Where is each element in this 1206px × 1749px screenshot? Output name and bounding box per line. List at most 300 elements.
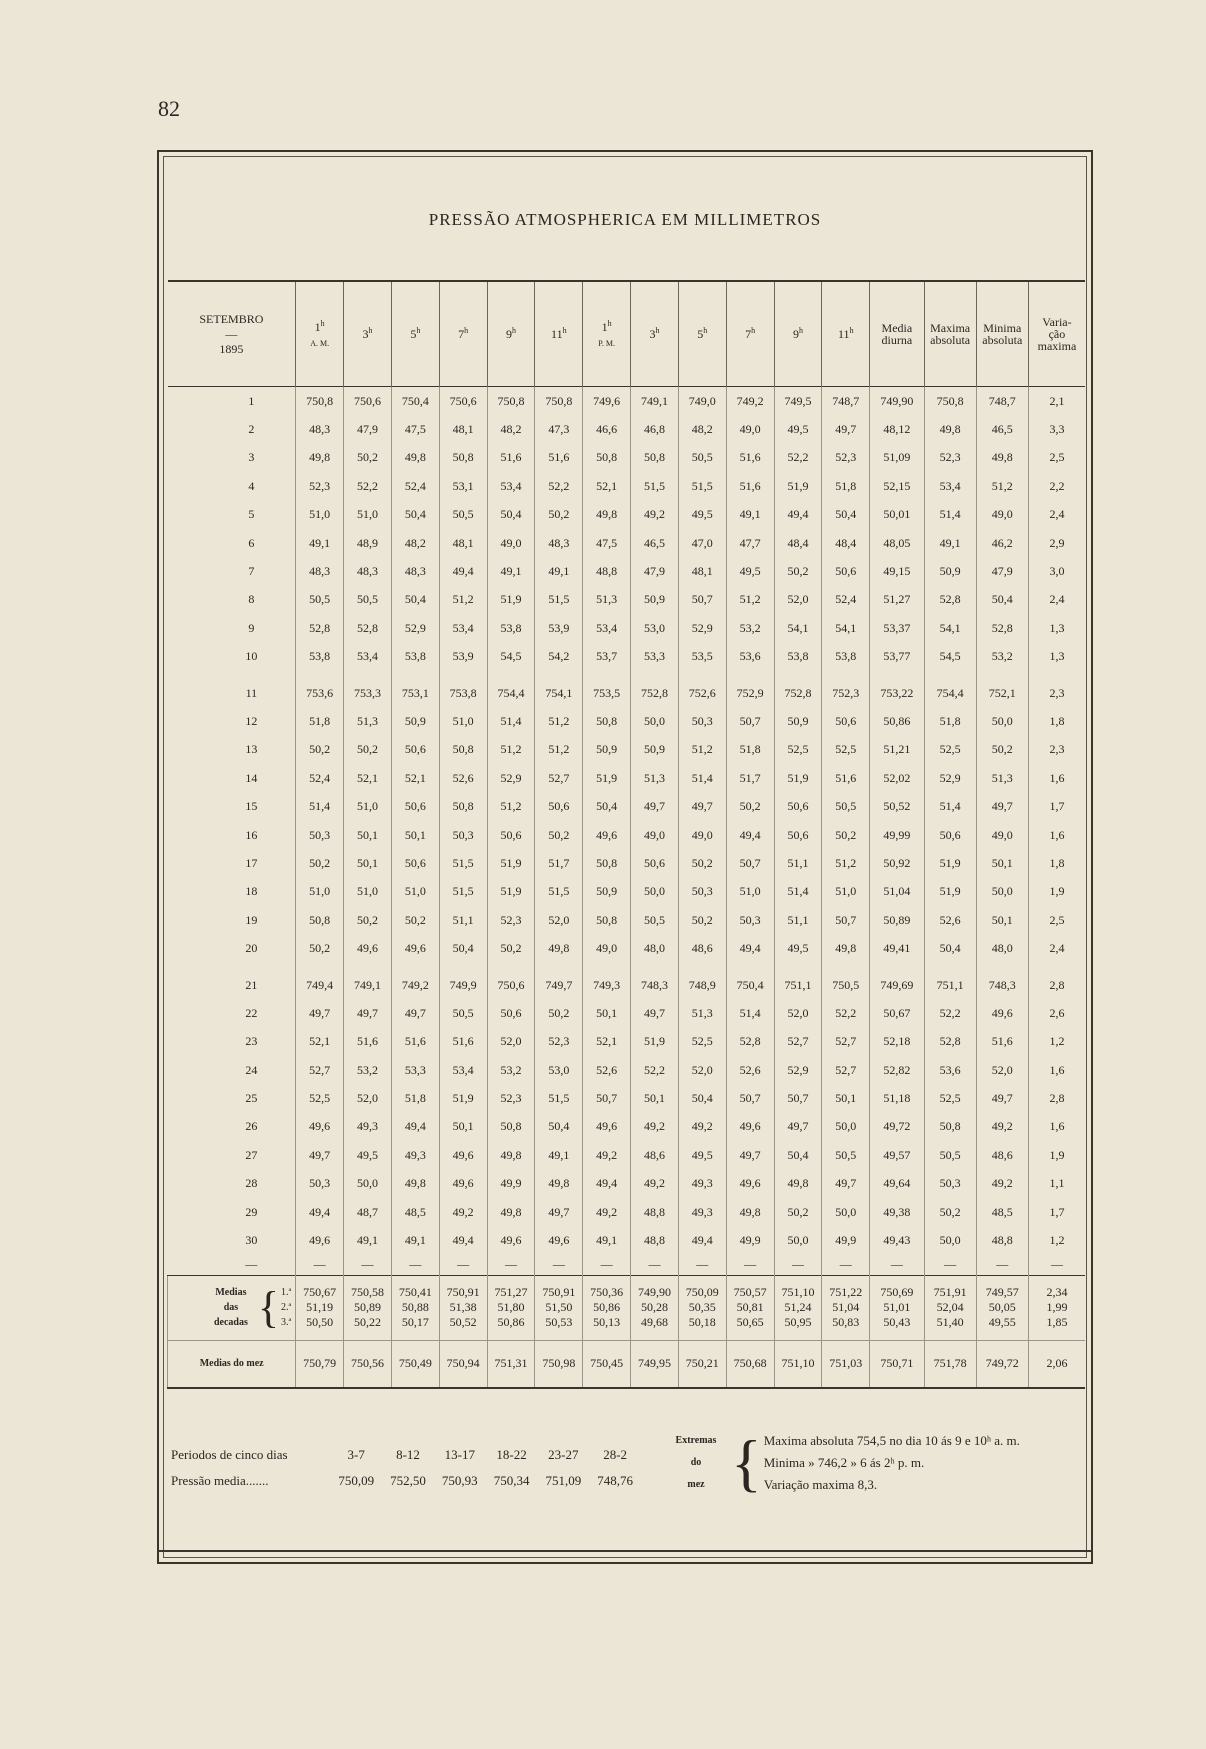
table-cell: — xyxy=(870,1255,924,1276)
table-cell: 50,9 xyxy=(391,707,439,735)
table-cell: 49,57 xyxy=(870,1141,924,1169)
row-label: — xyxy=(245,1257,258,1272)
table-cell: 50,92 xyxy=(870,849,924,877)
table-cell: 750,58 50,89 50,22 xyxy=(344,1275,392,1340)
table-cell: 50,0 xyxy=(822,1113,870,1141)
table-row xyxy=(168,821,1086,849)
table-cell: 52,7 xyxy=(296,1056,344,1084)
table-cell: 51,9 xyxy=(487,878,535,906)
table-cell: 52,2 xyxy=(822,999,870,1027)
table-cell: 52,3 xyxy=(924,444,976,472)
table-cell: 52,3 xyxy=(535,1028,583,1056)
table-cell: 50,3 xyxy=(296,821,344,849)
table-cell: 52,5 xyxy=(296,1084,344,1112)
table-cell xyxy=(822,671,870,679)
table-cell: 50,1 xyxy=(631,1084,679,1112)
table-cell: 52,1 xyxy=(583,472,631,500)
table-cell: 53,4 xyxy=(344,643,392,671)
table-cell xyxy=(976,671,1028,679)
table-cell xyxy=(344,671,392,679)
table-cell: 749,95 xyxy=(631,1340,679,1388)
table-cell: 1,6 xyxy=(1028,821,1085,849)
row-label: 11 xyxy=(245,685,258,700)
table-cell xyxy=(535,963,583,971)
table-cell: 51,27 xyxy=(870,586,924,614)
table-cell: 46,5 xyxy=(976,415,1028,443)
table-cell: 49,1 xyxy=(583,1226,631,1254)
table-cell: 749,7 xyxy=(535,971,583,999)
table-cell: 46,8 xyxy=(631,415,679,443)
table-cell: 1,6 xyxy=(1028,764,1085,792)
table-cell: 49,8 xyxy=(296,444,344,472)
table-cell: 50,1 xyxy=(344,821,392,849)
table-cell: 49,7 xyxy=(296,1141,344,1169)
table-cell: 50,0 xyxy=(822,1198,870,1226)
table-cell: 53,2 xyxy=(976,643,1028,671)
pressure-value: 750,09 xyxy=(338,1473,375,1488)
table-cell: 1,3 xyxy=(1028,614,1085,642)
table-cell: 49,7 xyxy=(678,792,726,820)
table-cell: 50,8 xyxy=(583,906,631,934)
table-cell: 51,2 xyxy=(535,707,583,735)
table-cell: 48,05 xyxy=(870,529,924,557)
table-cell: 52,4 xyxy=(391,472,439,500)
table-cell: 48,2 xyxy=(487,415,535,443)
table-cell: 750,4 xyxy=(726,971,774,999)
table-cell: — xyxy=(924,1255,976,1276)
table-cell: 750,45 xyxy=(583,1340,631,1388)
table-cell: 51,3 xyxy=(678,999,726,1027)
table-cell: 49,7 xyxy=(976,1084,1028,1112)
table-cell: 53,4 xyxy=(439,614,487,642)
table-cell: 53,3 xyxy=(631,643,679,671)
table-cell: 49,8 xyxy=(391,1170,439,1198)
table-cell: 49,15 xyxy=(870,557,924,585)
table-cell: 753,8 xyxy=(439,679,487,707)
table-cell: 49,6 xyxy=(976,999,1028,1027)
table-cell: 49,7 xyxy=(391,999,439,1027)
table-cell: 749,3 xyxy=(583,971,631,999)
table-cell: 50,5 xyxy=(822,792,870,820)
period-value: 18-22 xyxy=(496,1447,527,1462)
table-cell: 51,0 xyxy=(296,501,344,529)
table-cell: 754,4 xyxy=(487,679,535,707)
table-cell: 52,1 xyxy=(391,764,439,792)
table-cell: 50,9 xyxy=(774,707,822,735)
table-cell: 1,2 xyxy=(1028,1028,1085,1056)
table-cell xyxy=(296,671,344,679)
table-cell: 53,4 xyxy=(487,472,535,500)
table-cell: 52,1 xyxy=(344,764,392,792)
table-cell: 50,6 xyxy=(822,707,870,735)
table-cell: 49,2 xyxy=(631,1113,679,1141)
table-cell: 52,5 xyxy=(924,1084,976,1112)
table-cell: 748,7 xyxy=(822,387,870,416)
table-cell: 750,36 50,86 50,13 xyxy=(583,1275,631,1340)
table-row xyxy=(168,736,1086,764)
table-cell: 50,2 xyxy=(344,736,392,764)
table-cell: 750,5 xyxy=(822,971,870,999)
table-cell: 49,9 xyxy=(822,1226,870,1254)
table-row xyxy=(168,1198,1086,1226)
table-cell: 3,0 xyxy=(1028,557,1085,585)
table-cell: 51,0 xyxy=(439,707,487,735)
pressure-table xyxy=(167,280,1085,1389)
table-cell: 50,9 xyxy=(924,557,976,585)
table-cell: 1,9 xyxy=(1028,1141,1085,1169)
table-cell: 2,9 xyxy=(1028,529,1085,557)
table-cell: 52,7 xyxy=(535,764,583,792)
table-cell xyxy=(439,671,487,679)
table-cell: 51,0 xyxy=(822,878,870,906)
table-cell: 752,8 xyxy=(631,679,679,707)
table-cell: 749,6 xyxy=(583,387,631,416)
table-cell: 54,1 xyxy=(822,614,870,642)
table-cell: 49,2 xyxy=(976,1113,1028,1141)
table-cell: 750,8 xyxy=(487,387,535,416)
table-cell: 749,4 xyxy=(296,971,344,999)
table-cell: 48,8 xyxy=(631,1198,679,1226)
row-label: 21 xyxy=(245,977,258,992)
row-label: 7 xyxy=(248,564,255,579)
table-cell: 51,5 xyxy=(678,472,726,500)
table-cell: 49,7 xyxy=(296,999,344,1027)
table-cell: 53,2 xyxy=(344,1056,392,1084)
table-cell: 48,5 xyxy=(976,1198,1028,1226)
table-cell: 750,57 50,81 50,65 xyxy=(726,1275,774,1340)
table-cell: 749,5 xyxy=(774,387,822,416)
table-row xyxy=(168,643,1086,671)
table-cell: 49,7 xyxy=(822,415,870,443)
table-cell: 50,8 xyxy=(487,1113,535,1141)
table-cell: 51,1 xyxy=(439,906,487,934)
table-cell: 2,8 xyxy=(1028,1084,1085,1112)
table-cell: 1,7 xyxy=(1028,792,1085,820)
row-label: 30 xyxy=(245,1233,258,1248)
table-cell: 51,4 xyxy=(678,764,726,792)
table-cell: 50,1 xyxy=(976,906,1028,934)
table-cell xyxy=(296,963,344,971)
table-cell: 53,9 xyxy=(535,614,583,642)
pressure-label: Pressão media....... xyxy=(171,1473,269,1488)
table-cell: 51,1 xyxy=(774,849,822,877)
table-cell: 750,21 xyxy=(678,1340,726,1388)
table-cell: 53,6 xyxy=(726,643,774,671)
table-cell: 52,0 xyxy=(344,1084,392,1112)
table-cell: 48,0 xyxy=(976,934,1028,962)
table-cell: 50,5 xyxy=(822,1141,870,1169)
table-cell xyxy=(774,671,822,679)
table-cell: 52,1 xyxy=(296,1028,344,1056)
row-label: 28 xyxy=(245,1176,258,1191)
extremas-label: Extremas do mez xyxy=(675,1435,717,1490)
row-label: 23 xyxy=(245,1034,258,1049)
table-cell: 50,7 xyxy=(678,586,726,614)
table-cell: 1,9 xyxy=(1028,878,1085,906)
table-cell: 751,78 xyxy=(924,1340,976,1388)
table-cell: 1,6 xyxy=(1028,1113,1085,1141)
brace-glyph: { xyxy=(731,1427,762,1498)
table-cell: 750,69 51,01 50,43 xyxy=(870,1275,924,1340)
row-label: 26 xyxy=(245,1119,258,1134)
table-row xyxy=(168,1084,1086,1112)
table-cell: 49,1 xyxy=(535,557,583,585)
pressure-value: 752,50 xyxy=(390,1473,426,1488)
table-cell: 49,7 xyxy=(774,1113,822,1141)
table-cell: 47,9 xyxy=(631,557,679,585)
table-cell: 50,4 xyxy=(774,1141,822,1169)
table-cell: 50,6 xyxy=(774,821,822,849)
table-cell: 48,3 xyxy=(344,557,392,585)
table-cell: 50,4 xyxy=(439,934,487,962)
table-cell: 50,8 xyxy=(631,444,679,472)
table-cell: 2,8 xyxy=(1028,971,1085,999)
table-cell: 751,1 xyxy=(924,971,976,999)
pressure-value: 750,93 xyxy=(441,1473,478,1488)
table-cell: 50,5 xyxy=(631,906,679,934)
medias-decadas-row xyxy=(168,1275,1086,1340)
table-cell: 51,1 xyxy=(774,906,822,934)
table-cell: 50,6 xyxy=(391,849,439,877)
table-cell: 51,3 xyxy=(583,586,631,614)
table-cell: 48,2 xyxy=(391,529,439,557)
table-cell xyxy=(726,963,774,971)
row-label: 20 xyxy=(245,941,258,956)
table-cell xyxy=(726,671,774,679)
table-cell: 52,7 xyxy=(822,1028,870,1056)
table-cell: 53,7 xyxy=(583,643,631,671)
table-cell: 53,4 xyxy=(439,1056,487,1084)
table-cell: 49,8 xyxy=(726,1198,774,1226)
table-cell: 51,9 xyxy=(774,764,822,792)
table-cell: 750,8 xyxy=(924,387,976,416)
table-cell: 51,4 xyxy=(924,501,976,529)
table-cell: 51,5 xyxy=(535,586,583,614)
table-row xyxy=(168,792,1086,820)
pressure-value: 751,09 xyxy=(545,1473,582,1488)
extrema-line: Minima » 746,2 » 6 ás 2ʰ p. m. xyxy=(763,1455,925,1470)
table-cell: 52,5 xyxy=(822,736,870,764)
table-cell: 2,2 xyxy=(1028,472,1085,500)
table-cell: 752,1 xyxy=(976,679,1028,707)
table-cell: 50,2 xyxy=(296,934,344,962)
table-cell: — xyxy=(631,1255,679,1276)
table-cell: 52,5 xyxy=(924,736,976,764)
table-cell: 750,8 xyxy=(535,387,583,416)
periods-label: Periodos de cinco dias xyxy=(171,1447,288,1462)
table-cell: 51,8 xyxy=(296,707,344,735)
table-cell: 750,41 50,88 50,17 xyxy=(391,1275,439,1340)
table-cell: 51,2 xyxy=(487,792,535,820)
hour-header: 1$^h$ P. M. xyxy=(583,281,631,387)
table-cell: 1,3 xyxy=(1028,643,1085,671)
table-cell: 751,27 51,80 50,86 xyxy=(487,1275,535,1340)
table-cell: 49,3 xyxy=(678,1198,726,1226)
table-cell: 52,9 xyxy=(487,764,535,792)
table-cell: 53,8 xyxy=(296,643,344,671)
table-cell: 49,8 xyxy=(583,501,631,529)
row-label: 12 xyxy=(245,713,258,728)
table-cell: 49,6 xyxy=(296,1226,344,1254)
table-cell: 752,6 xyxy=(678,679,726,707)
extremas-block xyxy=(661,1427,1081,1498)
table-cell: 51,6 xyxy=(726,472,774,500)
table-cell: 49,2 xyxy=(678,1113,726,1141)
table-cell: — xyxy=(726,1255,774,1276)
table-cell: 51,5 xyxy=(439,878,487,906)
table-cell: 50,0 xyxy=(631,707,679,735)
table-cell: 750,71 xyxy=(870,1340,924,1388)
table-cell: 49,6 xyxy=(726,1113,774,1141)
table-cell: 51,0 xyxy=(344,878,392,906)
table-row xyxy=(168,934,1086,962)
row-label: 15 xyxy=(245,799,258,814)
minima-absoluta-header: Minima absoluta xyxy=(976,281,1028,387)
table-cell xyxy=(1028,963,1085,971)
table-row xyxy=(168,878,1086,906)
pressure-value: 750,34 xyxy=(493,1473,530,1488)
table-cell: 52,8 xyxy=(344,614,392,642)
table-cell: — xyxy=(1028,1255,1085,1276)
table-cell: 752,9 xyxy=(726,679,774,707)
table-cell: 49,2 xyxy=(439,1198,487,1226)
table-row xyxy=(168,586,1086,614)
table-cell: — xyxy=(487,1255,535,1276)
table-cell: 52,82 xyxy=(870,1056,924,1084)
table-cell: 49,2 xyxy=(976,1170,1028,1198)
table-cell: 751,10 51,24 50,95 xyxy=(774,1275,822,1340)
table-cell: 753,3 xyxy=(344,679,392,707)
table-cell: 49,72 xyxy=(870,1113,924,1141)
table-cell: 750,8 xyxy=(296,387,344,416)
table-cell: 51,6 xyxy=(391,1028,439,1056)
table-cell: 53,4 xyxy=(583,614,631,642)
table-cell: 50,6 xyxy=(822,557,870,585)
table-cell: 748,3 xyxy=(631,971,679,999)
table-cell: 49,5 xyxy=(774,934,822,962)
table-cell: 54,2 xyxy=(535,643,583,671)
table-cell: 749,1 xyxy=(344,971,392,999)
table-cell: 50,01 xyxy=(870,501,924,529)
table-cell: 50,5 xyxy=(296,586,344,614)
table-cell: 50,5 xyxy=(439,999,487,1027)
table-cell: 50,6 xyxy=(924,821,976,849)
table-cell: 50,1 xyxy=(344,849,392,877)
table-cell: 53,4 xyxy=(924,472,976,500)
table-cell: 53,8 xyxy=(487,614,535,642)
table-cell: 51,5 xyxy=(535,1084,583,1112)
table-cell: 50,0 xyxy=(344,1170,392,1198)
table-cell: — xyxy=(822,1255,870,1276)
table-cell: 1,8 xyxy=(1028,707,1085,735)
table-cell: — xyxy=(774,1255,822,1276)
table-cell: 2,3 xyxy=(1028,679,1085,707)
table-cell: 750,98 xyxy=(535,1340,583,1388)
table-cell: 749,0 xyxy=(678,387,726,416)
table-cell: 51,2 xyxy=(487,736,535,764)
row-label: 4 xyxy=(248,478,255,493)
table-cell: 49,5 xyxy=(678,501,726,529)
table-row xyxy=(168,557,1086,585)
row-label: 16 xyxy=(245,827,258,842)
spacer-row xyxy=(168,671,1086,679)
table-cell: 50,4 xyxy=(391,501,439,529)
table-cell: 49,6 xyxy=(439,1170,487,1198)
table-cell: 51,6 xyxy=(487,444,535,472)
table-cell: 750,6 xyxy=(439,387,487,416)
table-cell: 753,22 xyxy=(870,679,924,707)
table-cell: 52,3 xyxy=(296,472,344,500)
table-cell: 749,72 xyxy=(976,1340,1028,1388)
table-cell: 49,4 xyxy=(774,501,822,529)
table-cell: 50,7 xyxy=(774,1084,822,1112)
table-cell: 53,2 xyxy=(726,614,774,642)
table-cell: 52,18 xyxy=(870,1028,924,1056)
table-cell: 51,9 xyxy=(924,849,976,877)
table-cell: 50,1 xyxy=(822,1084,870,1112)
table-cell: 50,2 xyxy=(391,906,439,934)
table-cell: 49,0 xyxy=(976,501,1028,529)
table-cell: 49,3 xyxy=(391,1141,439,1169)
table-cell: 48,9 xyxy=(344,529,392,557)
table-cell: 52,7 xyxy=(822,1056,870,1084)
period-value: 8-12 xyxy=(396,1447,420,1462)
table-row xyxy=(168,999,1086,1027)
table-cell: 48,1 xyxy=(439,529,487,557)
table-cell: 51,2 xyxy=(822,849,870,877)
table-row xyxy=(168,764,1086,792)
table-cell: 750,09 50,35 50,18 xyxy=(678,1275,726,1340)
table-cell: 50,5 xyxy=(924,1141,976,1169)
table-cell: 52,5 xyxy=(678,1028,726,1056)
table-cell: 2,5 xyxy=(1028,444,1085,472)
table-row xyxy=(168,1113,1086,1141)
hour-header: 11$^h$ xyxy=(822,281,870,387)
table-cell: 50,1 xyxy=(439,1113,487,1141)
table-cell: 50,8 xyxy=(583,707,631,735)
table-cell: — xyxy=(583,1255,631,1276)
table-cell xyxy=(924,671,976,679)
table-cell: 49,0 xyxy=(976,821,1028,849)
table-cell: 53,6 xyxy=(924,1056,976,1084)
header-row xyxy=(168,281,1086,387)
table-cell: 50,6 xyxy=(391,792,439,820)
table-cell: 48,8 xyxy=(583,557,631,585)
hour-header: 5$^h$ xyxy=(391,281,439,387)
row-label: 19 xyxy=(245,912,258,927)
table-cell xyxy=(583,963,631,971)
table-cell: 54,1 xyxy=(774,614,822,642)
table-cell: 52,3 xyxy=(487,906,535,934)
table-cell: 751,22 51,04 50,83 xyxy=(822,1275,870,1340)
table-cell xyxy=(924,963,976,971)
period-value: 23-27 xyxy=(548,1447,579,1462)
table-cell xyxy=(870,963,924,971)
table-cell: 50,5 xyxy=(678,444,726,472)
table-cell: 52,8 xyxy=(296,614,344,642)
table-cell: 49,4 xyxy=(678,1226,726,1254)
table-cell: 51,7 xyxy=(535,849,583,877)
table-cell: 750,49 xyxy=(391,1340,439,1388)
table-cell: 51,0 xyxy=(344,792,392,820)
table-cell xyxy=(487,671,535,679)
table-cell: 1,6 xyxy=(1028,1056,1085,1084)
table-cell: 51,6 xyxy=(726,444,774,472)
table-cell: 49,0 xyxy=(726,415,774,443)
row-label: 1 xyxy=(248,393,255,408)
row-label: 6 xyxy=(248,535,255,550)
table-cell xyxy=(822,963,870,971)
